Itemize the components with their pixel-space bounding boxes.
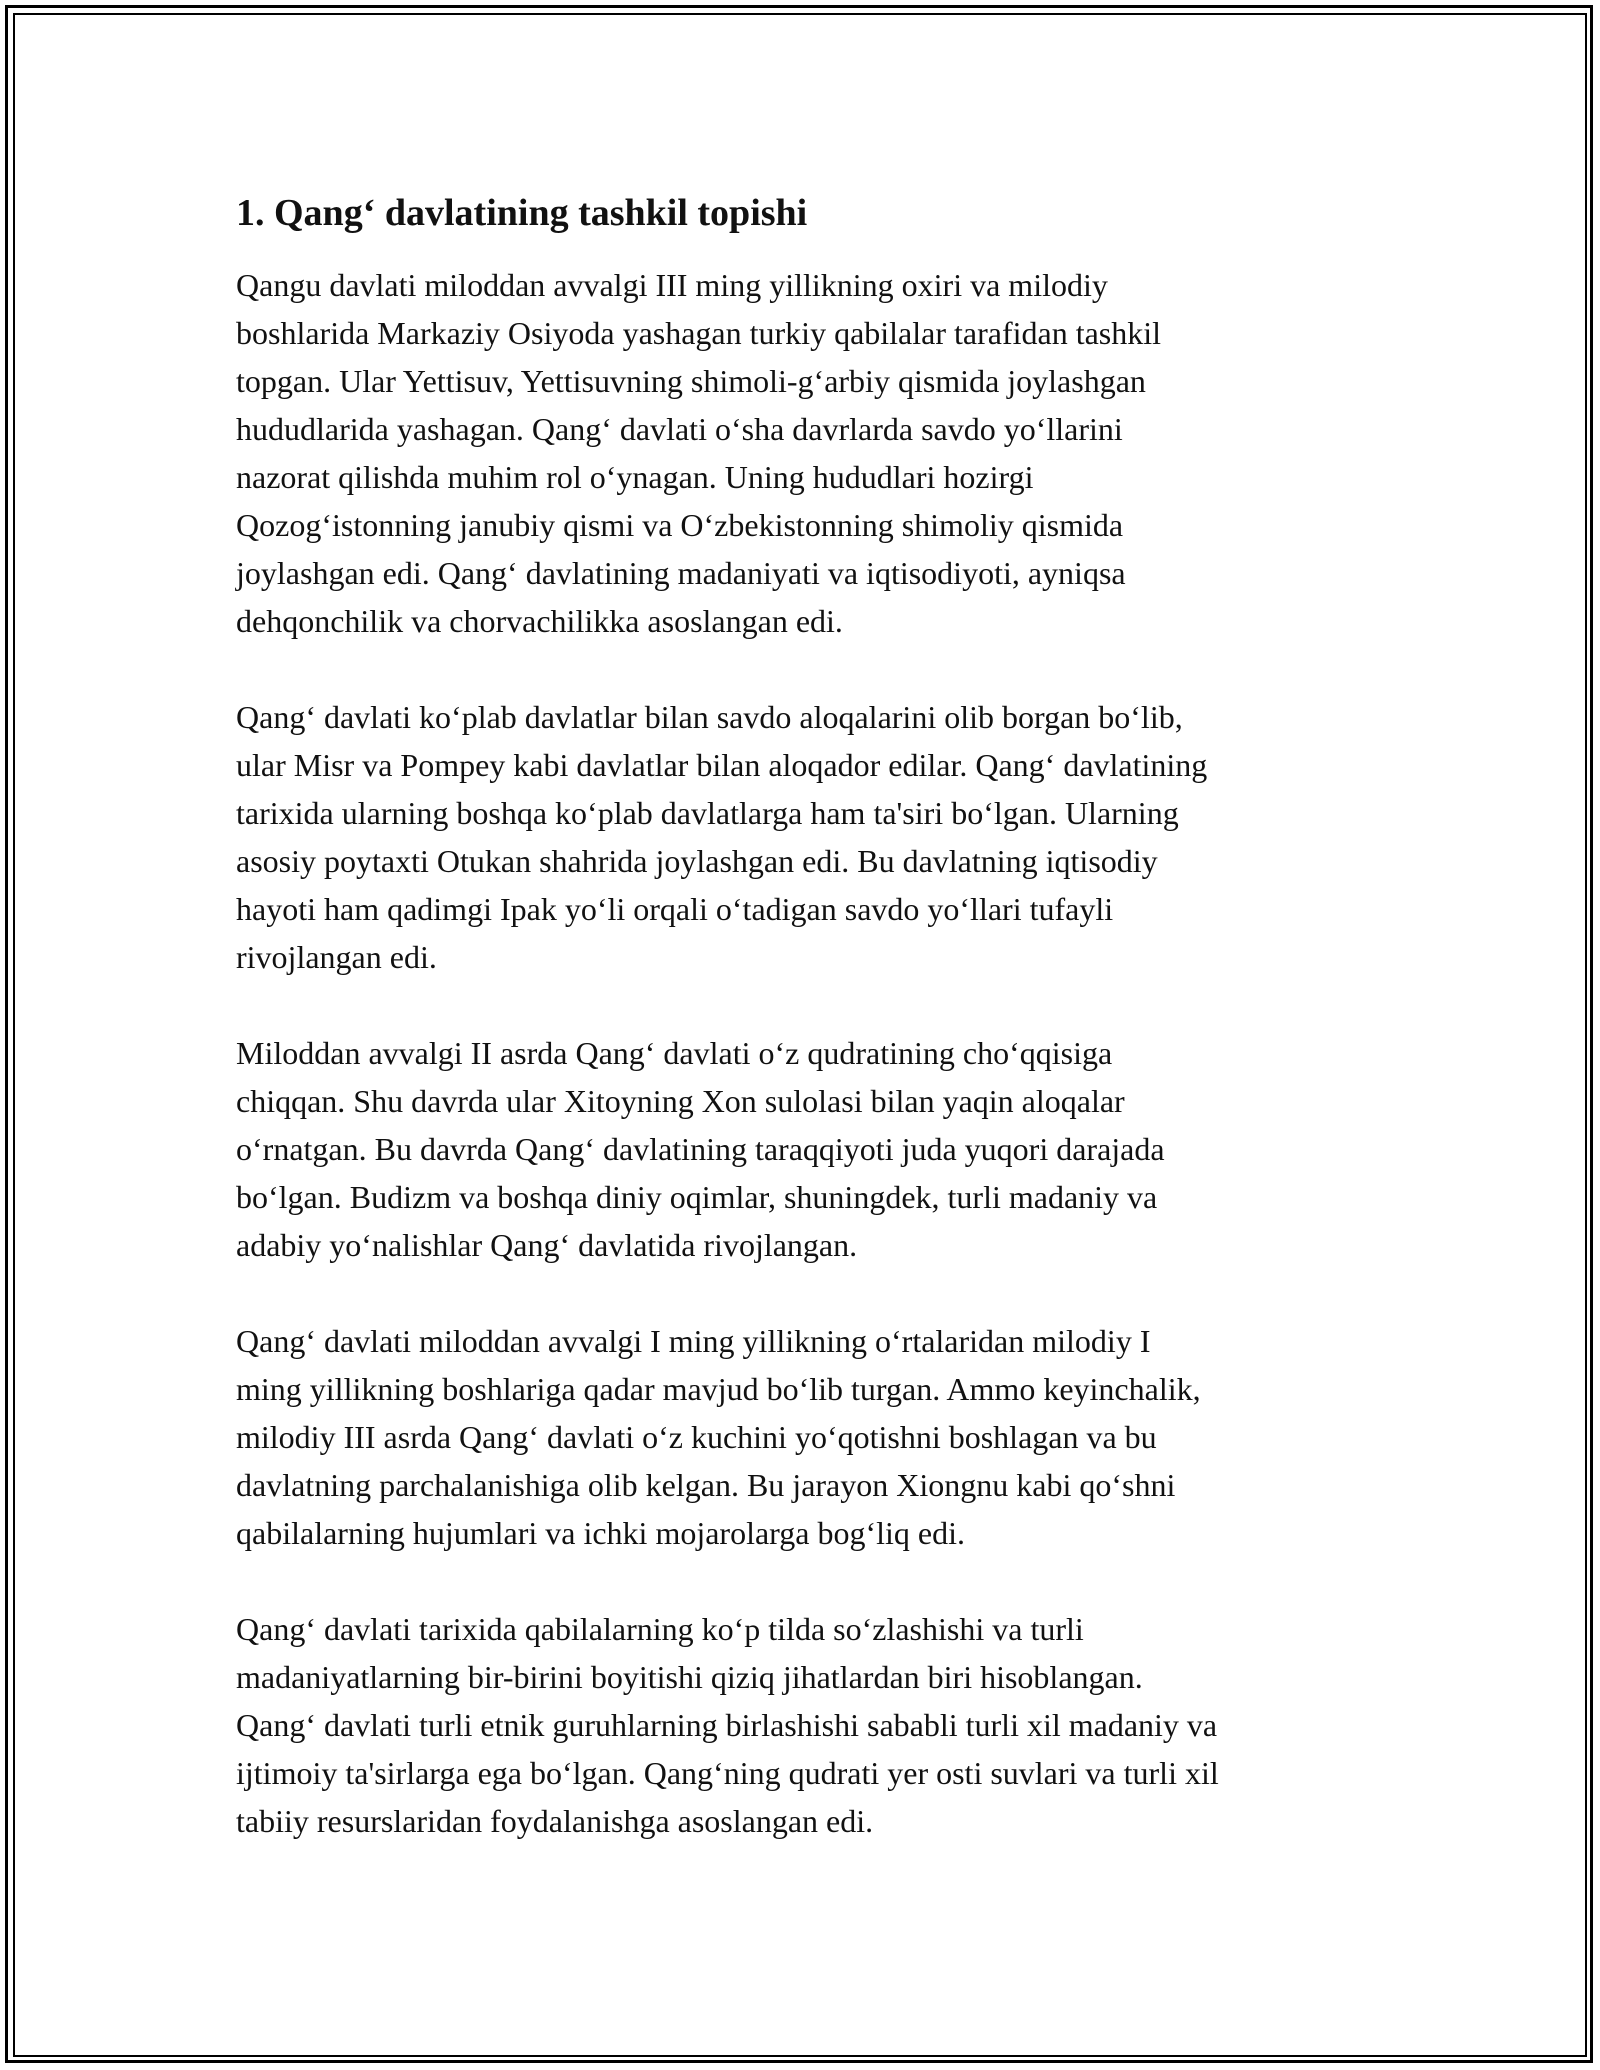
paragraph-line: joylashgan edi. Qang‘ davlatining madaniyati va iqtisodiyoti, ayniqsa <box>236 555 1126 591</box>
paragraph-line: ijtimoiy ta'sirlarga ega bo‘lgan. Qang‘ning qudrati yer osti suvlari va turli xil <box>236 1755 1219 1791</box>
paragraph-line: tarixida ularning boshqa ko‘plab davlatlarga ham ta'siri bo‘lgan. Ularning <box>236 795 1179 831</box>
paragraph-line: rivojlangan edi. <box>236 939 437 975</box>
paragraph-line: topgan. Ular Yettisuv, Yettisuvning shimoli-g‘arbiy qismida joylashgan <box>236 363 1146 399</box>
paragraph-list <box>236 261 1376 1845</box>
document-body <box>236 185 1376 1893</box>
paragraph-line: ming yillikning boshlariga qadar mavjud bo‘lib turgan. Ammo keyinchalik, <box>236 1371 1201 1407</box>
paragraph-line: boshlarida Markaziy Osiyoda yashagan turkiy qabilalar tarafidan tashkil <box>236 315 1162 351</box>
paragraph-line: tabiiy resurslaridan foydalanishga asoslangan edi. <box>236 1803 874 1839</box>
paragraph-line: Qangu davlati miloddan avvalgi III ming yillikning oxiri va milodiy <box>236 267 1108 303</box>
paragraph-line: hududlarida yashagan. Qang‘ davlati o‘sha davrlarda savdo yo‘llarini <box>236 411 1123 447</box>
paragraph-line: Qang‘ davlati miloddan avvalgi I ming yillikning o‘rtalaridan milodiy I <box>236 1323 1151 1359</box>
paragraph <box>236 1605 1376 1845</box>
paragraph-line: o‘rnatgan. Bu davrda Qang‘ davlatining taraqqiyoti juda yuqori darajada <box>236 1131 1165 1167</box>
paragraph <box>236 1317 1376 1557</box>
paragraph-line: milodiy III asrda Qang‘ davlati o‘z kuchini yo‘qotishni boshlagan va bu <box>236 1419 1157 1455</box>
paragraph-line: Qozog‘istonning janubiy qismi va O‘zbekistonning shimoliy qismida <box>236 507 1124 543</box>
paragraph-line: Qang‘ davlati turli etnik guruhlarning birlashishi sababli turli xil madaniy va <box>236 1707 1218 1743</box>
document-title: 1. Qang‘ davlatining tashkil topishi <box>236 192 808 234</box>
paragraph-line: bo‘lgan. Budizm va boshqa diniy oqimlar, shuningdek, turli madaniy va <box>236 1179 1158 1215</box>
paragraph-line: asosiy poytaxti Otukan shahrida joylashgan edi. Bu davlatning iqtisodiy <box>236 843 1158 879</box>
paragraph-line: chiqqan. Shu davrda ular Xitoyning Xon sulolasi bilan yaqin aloqalar <box>236 1083 1125 1119</box>
paragraph-line: nazorat qilishda muhim rol o‘ynagan. Uning hududlari hozirgi <box>236 459 1034 495</box>
paragraph <box>236 1029 1376 1269</box>
paragraph-line: dehqonchilik va chorvachilikka asoslangan edi. <box>236 603 843 639</box>
paragraph-line: ular Misr va Pompey kabi davlatlar bilan aloqador edilar. Qang‘ davlatining <box>236 747 1208 783</box>
paragraph-line: qabilalarning hujumlari va ichki mojarolarga bog‘liq edi. <box>236 1515 965 1551</box>
paragraph-line: hayoti ham qadimgi Ipak yo‘li orqali o‘tadigan savdo yo‘llari tufayli <box>236 891 1114 927</box>
paragraph-line: Qang‘ davlati tarixida qabilalarning ko‘p tilda so‘zlashishi va turli <box>236 1611 1084 1647</box>
paragraph-line: davlatning parchalanishiga olib kelgan. Bu jarayon Xiongnu kabi qo‘shni <box>236 1467 1176 1503</box>
paragraph-line: madaniyatlarning bir-birini boyitishi qiziq jihatlardan biri hisoblangan. <box>236 1659 1143 1695</box>
paragraph <box>236 261 1376 645</box>
paragraph <box>236 693 1376 981</box>
paragraph-line: Miloddan avvalgi II asrda Qang‘ davlati o‘z qudratining cho‘qqisiga <box>236 1035 1113 1071</box>
paragraph-line: adabiy yo‘nalishlar Qang‘ davlatida rivojlangan. <box>236 1227 858 1263</box>
paragraph-line: Qang‘ davlati ko‘plab davlatlar bilan savdo aloqalarini olib borgan bo‘lib, <box>236 699 1183 735</box>
